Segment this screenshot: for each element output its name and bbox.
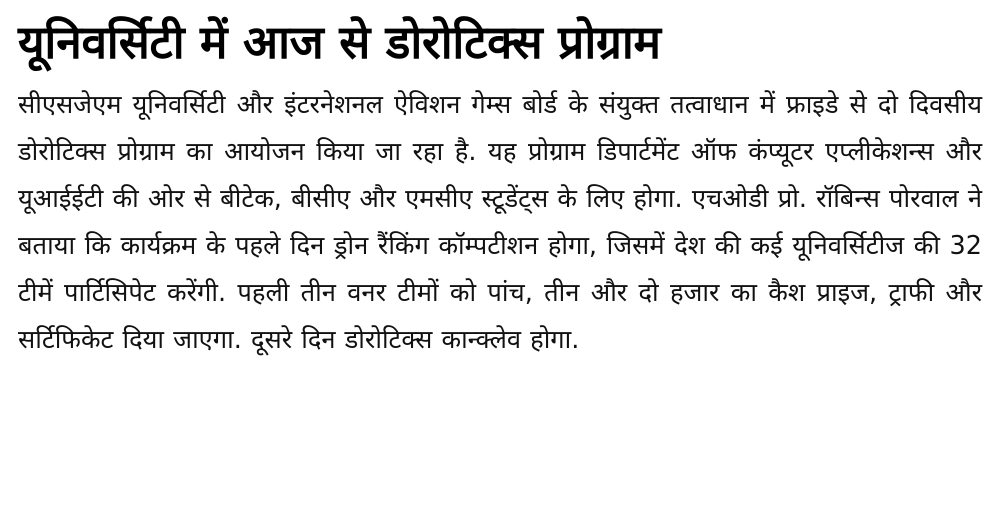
article-body — [18, 82, 982, 364]
article-headline: यूनिवर्सिटी में आज से डोरोटिक्स प्रोग्राम — [18, 15, 661, 69]
article-body-paragraph: सीएसजेएम यूनिवर्सिटी और इंटरनेशनल ऐविशन गेम्स बोर्ड के संयुक्त तत्वाधान में फ्राइडे से दो दिवसीय डोरोटिक्स प्रोग्राम का आयोजन किया जा रहा है. यह प्रोग्राम डिपार्टमेंट ऑफ कंप्यूटर एप्लीकेशन्स और यूआईईटी की ओर से बीटेक, बीसीए और एमसीए स्टूडेंट्स के लिए होगा. एचओडी प्रो. रॉबिन्स पोरवाल ने बताया कि कार्यक्रम के पहले दिन ड्रोन रैंकिंग कॉम्पटीशन होगा, जिसमें देश की कई यूनिवर्सिटीज की 32 टीमें पार्टिसिपेट करेंगी. पहली तीन वनर टीमों को पांच, तीन और दो हजार का कैश प्राइज, ट्राफी और सर्टिफिकेट दिया जाएगा. दूसरे दिन डोरोटिक्स कान्क्लेव होगा. — [18, 89, 982, 355]
